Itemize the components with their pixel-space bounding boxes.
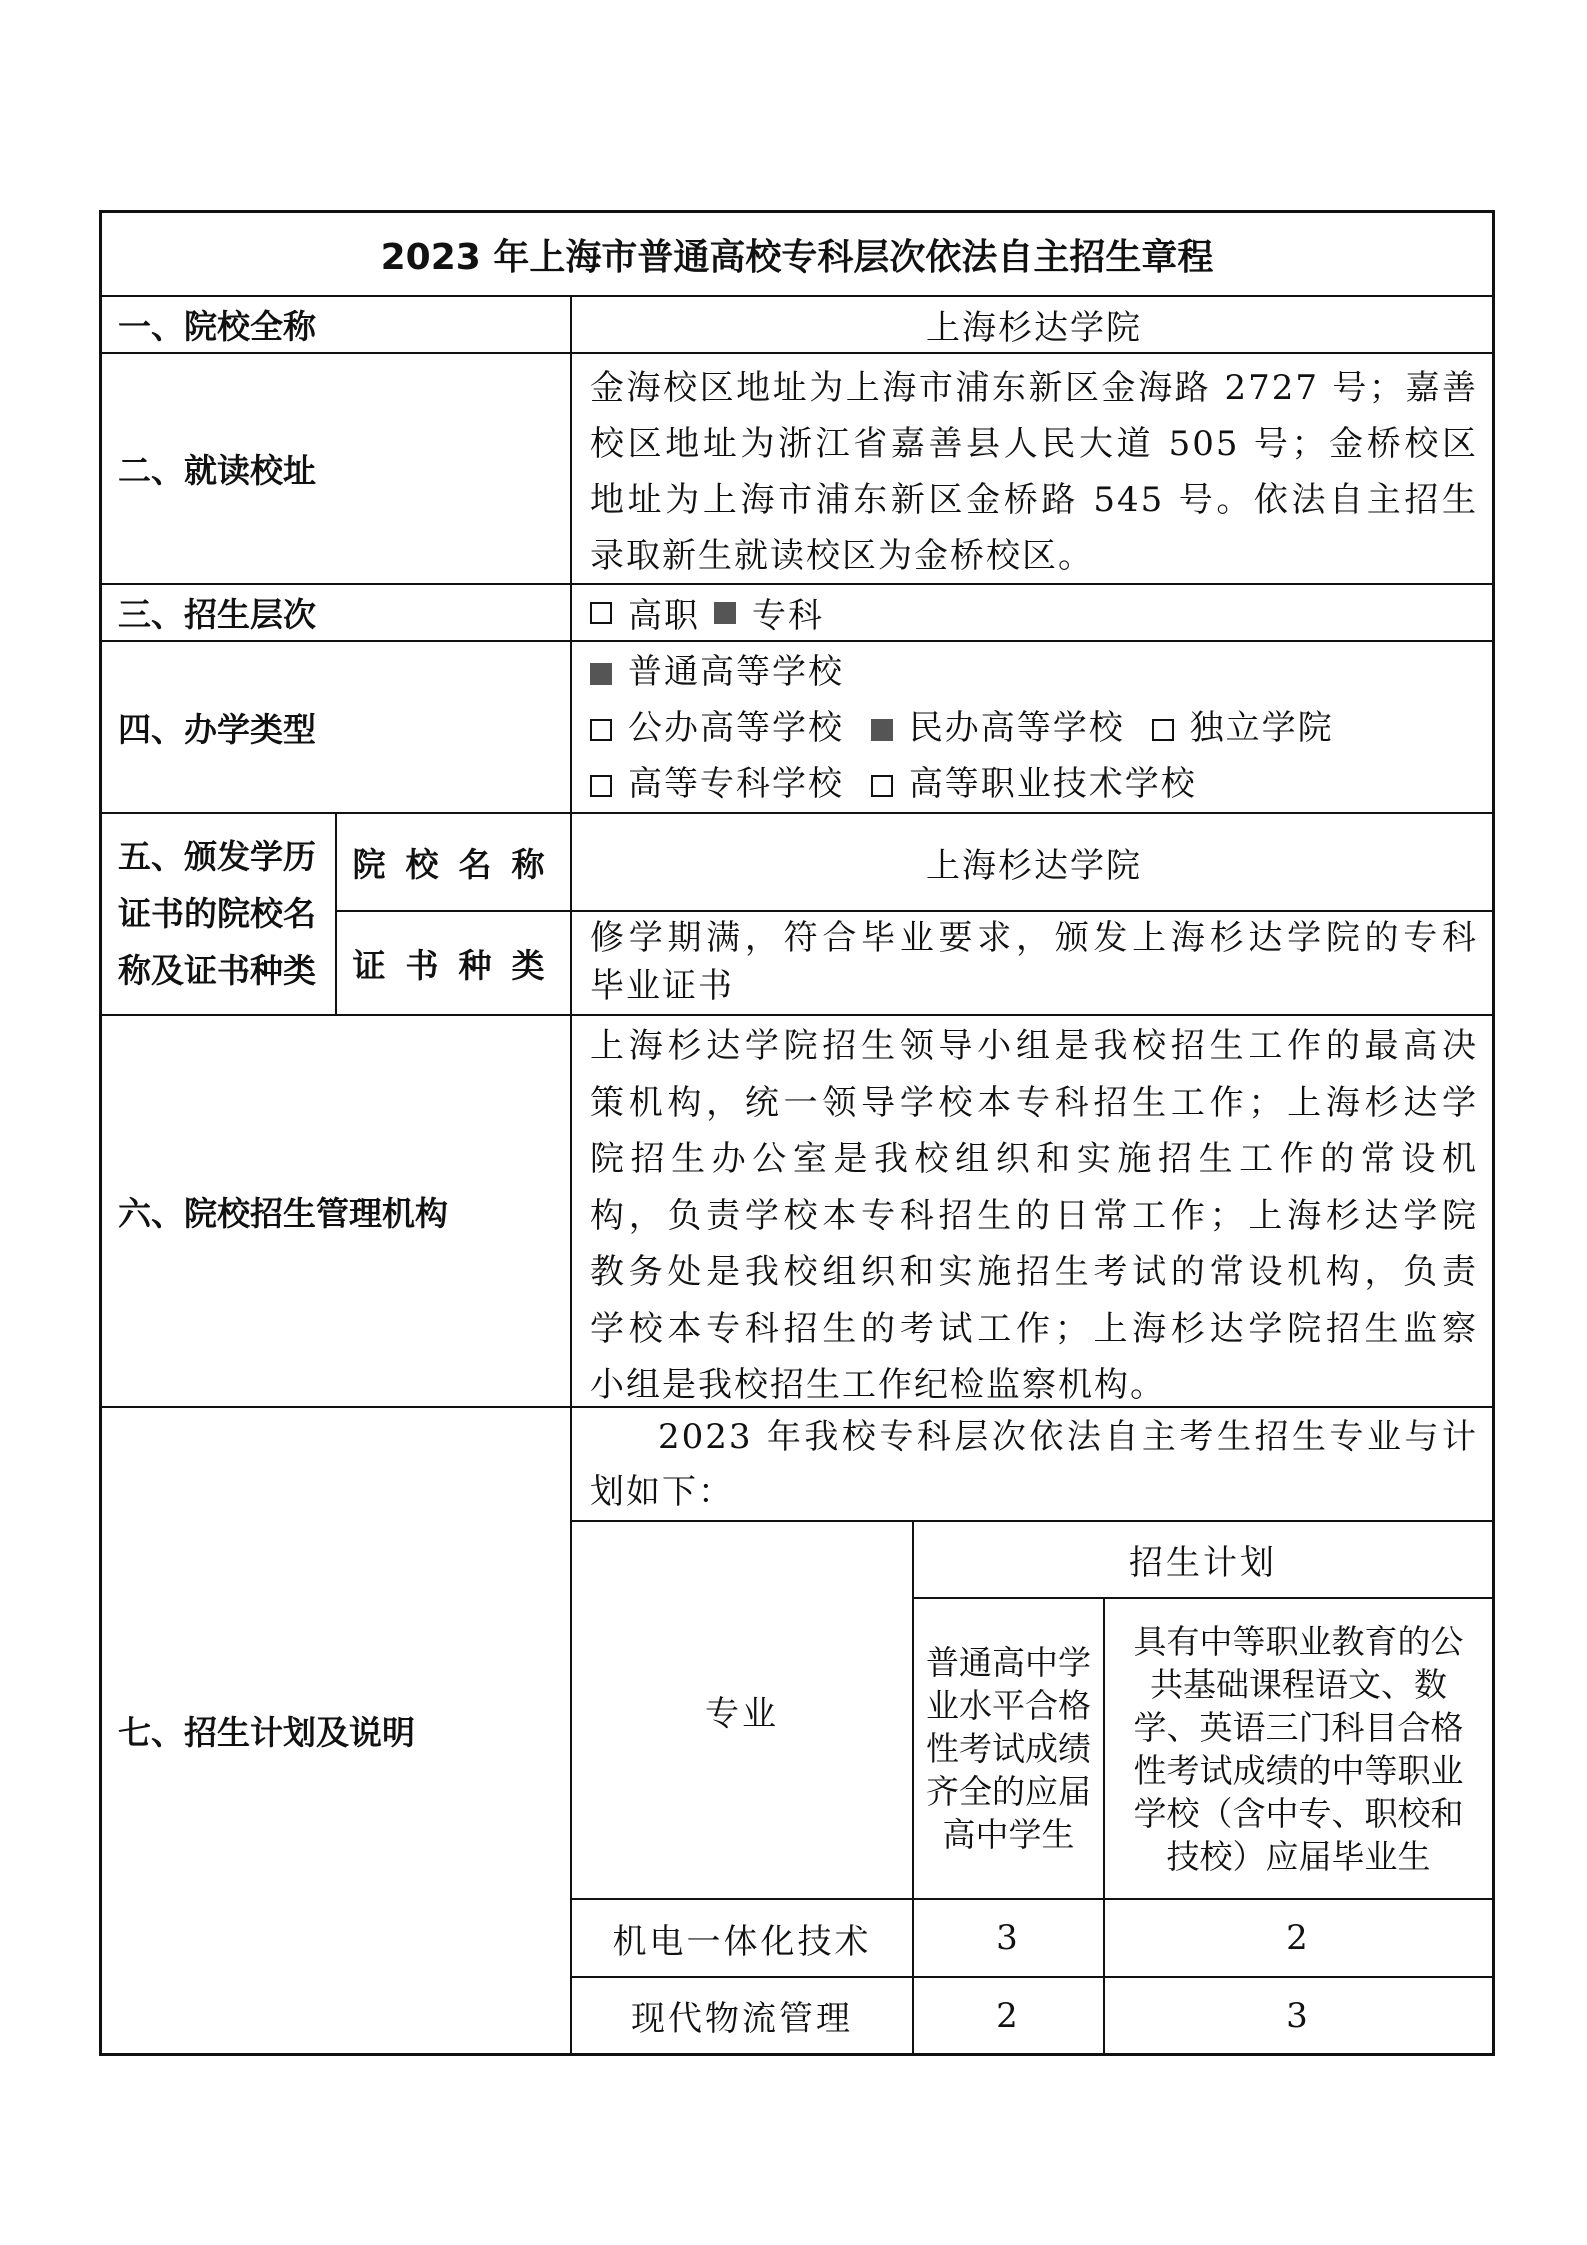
- office-line: 上海杉达学院招生领导小组是我校招生工作的最高决: [590, 1026, 1478, 1066]
- count-cell: 3: [996, 1918, 1021, 1958]
- office-line: 教务处是我校组织和实施招生考试的常设机构，负责: [590, 1252, 1478, 1292]
- label-line: 证书的院校名: [118, 894, 316, 933]
- row-label-admission-office: 六、院校招生管理机构: [118, 1193, 448, 1233]
- col-header-plan: 招生计划: [1129, 1543, 1277, 1583]
- major-cell: 机电一体化技术: [612, 1921, 872, 1962]
- checkbox-empty-icon: [1152, 719, 1174, 741]
- option-line: [590, 756, 1478, 812]
- certificate-type-text: [572, 914, 1492, 1014]
- count-cell: 2: [1286, 1918, 1311, 1958]
- office-line: 构，负责学校本专科招生的日常工作；上海杉达学院: [590, 1195, 1478, 1236]
- address-line: 地址为上海市浦东新区金桥路 545 号。依法自主招生: [590, 480, 1478, 520]
- office-line: 策机构，统一领导学校本专科招生工作；上海杉达学: [590, 1082, 1478, 1123]
- checkbox-empty-icon: [590, 602, 612, 624]
- row-label-plan: 七、招生计划及说明: [118, 1713, 415, 1752]
- row-label-level: 三、招生层次: [118, 595, 316, 634]
- col-header-vocational: 具有中等职业教育的公共基础课程语文、数学、英语三门科目合格性考试成绩的中等职业学校（含中专、职校和技校）应届毕业生: [1133, 1621, 1464, 1876]
- count-cell: 3: [1286, 1995, 1311, 2036]
- address-line: 校区地址为浙江省嘉善县人民大道 505 号；金桥校区: [590, 424, 1478, 464]
- option-zhuanke: 专科: [752, 596, 824, 636]
- option-zhiye: 高等职业技术学校: [908, 764, 1197, 804]
- checkbox-empty-icon: [590, 775, 612, 797]
- office-line: 小组是我校招生工作纪检监察机构。: [590, 1365, 1166, 1405]
- option-putong: 普通高等学校: [628, 652, 844, 692]
- address-text: [572, 360, 1492, 580]
- checkbox-filled-icon: [871, 719, 893, 741]
- checkbox-empty-icon: [590, 719, 612, 741]
- institution-name-value: 上海杉达学院: [926, 845, 1142, 886]
- office-line: 学校本专科招生的考试工作；上海杉达学院招生监察: [590, 1308, 1478, 1349]
- school-type-options: [572, 644, 1492, 812]
- row-label-address: 二、就读校址: [118, 451, 316, 490]
- option-gongban: 公办高等学校: [628, 708, 844, 748]
- address-line: 金海校区地址为上海市浦东新区金海路 2727 号；嘉善: [590, 368, 1478, 408]
- certificate-line: 修学期满，符合毕业要求，颁发上海杉达学院的专科: [590, 918, 1478, 958]
- checkbox-filled-icon: [590, 663, 612, 685]
- col-header-major: 专业: [705, 1693, 779, 1734]
- option-line: [590, 644, 1478, 700]
- school-name-value: 上海杉达学院: [926, 308, 1142, 348]
- sublabel-institution-name: 院校名称: [352, 844, 565, 884]
- page-title: 2023 年上海市普通高校专科层次依法自主招生章程: [380, 236, 1214, 278]
- address-line: 录取新生就读校区为金桥校区。: [590, 536, 1094, 576]
- col-header-highschool: 普通高中学业水平合格性考试成绩齐全的应届高中学生: [926, 1643, 1091, 1854]
- office-line: 院招生办公室是我校组织和实施招生工作的常设机: [590, 1139, 1478, 1179]
- count-cell: 2: [996, 1995, 1021, 2036]
- admission-office-text: [572, 1018, 1492, 1406]
- row-label-certificate: [102, 814, 335, 1014]
- option-gaozhi: 高职: [628, 596, 700, 636]
- option-minban: 民办高等学校: [908, 708, 1125, 748]
- checkbox-empty-icon: [871, 775, 893, 797]
- major-cell: 现代物流管理: [631, 1999, 853, 2039]
- plan-intro: [572, 1410, 1492, 1520]
- intro-line: 2023 年我校专科层次依法自主考生招生专业与计: [658, 1417, 1478, 1457]
- intro-line: 划如下：: [590, 1472, 734, 1512]
- row-label-school-type: 四、办学类型: [118, 709, 316, 749]
- option-duli: 独立学院: [1189, 708, 1334, 748]
- option-zhuanke-school: 高等专科学校: [628, 764, 844, 804]
- checkbox-filled-icon: [714, 602, 736, 624]
- label-line: 五、颁发学历: [118, 837, 316, 876]
- sublabel-certificate-type: 证书种类: [352, 945, 565, 985]
- label-line: 称及证书种类: [118, 951, 316, 990]
- level-options: [572, 585, 1492, 640]
- row-label-school-name: 一、院校全称: [118, 307, 316, 346]
- certificate-line: 毕业证书: [590, 966, 734, 1006]
- option-line: [590, 700, 1478, 756]
